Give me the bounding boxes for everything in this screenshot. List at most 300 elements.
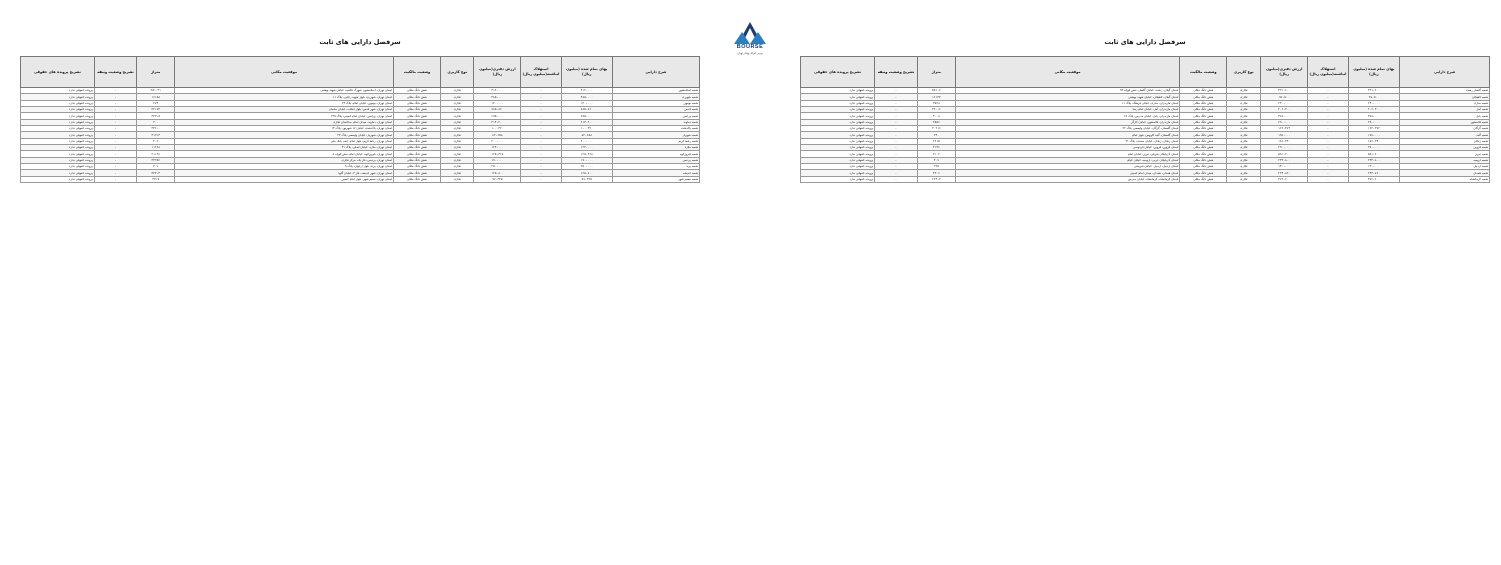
cell-ownership: شش دانگ ملکی [1180,138,1227,144]
cell-depreciation: - [1308,164,1348,170]
col-usage: نوع کاربری [1227,57,1261,88]
cell-location: استان زنجان، زنجان، خیابان سعدی، پلاک ۳۱ [955,138,1179,144]
page-title: سرفصل دارایی های ثابت [319,38,401,46]
cell-asset-desc: شعبه پرند [612,164,699,170]
cell-legal-desc: پرونده حقوقی ندارد [21,88,95,94]
cell-asset-desc: شعبه فیروزکوه [612,151,699,157]
cell-net-value: ۲۹۰،۰۰۰ [1261,119,1308,125]
cell-usage: تجاری [440,170,474,176]
cell-asset-desc: شعبه رباط کریم [612,138,699,144]
cell-depreciation: - [1308,100,1348,106]
cell-book-value: ۱۸۶،۳۴۰ [1348,138,1400,144]
cell-area: ۳۲۱۷۴ [137,107,175,113]
cell-status-desc: - [94,157,136,163]
cell-status-desc: - [94,113,136,119]
cell-depreciation: - [521,119,561,125]
cell-ownership: شش دانگ ملکی [1180,176,1227,182]
cell-net-value: ۴۸۵،۰۰۰ [474,94,521,100]
cell-legal-desc: پرونده حقوقی ندارد [21,132,95,138]
cell-depreciation: - [521,145,561,151]
cell-usage: تجاری [440,145,474,151]
cell-area: ۲۳۵ [917,164,955,170]
cell-depreciation: - [521,107,561,113]
cell-usage: تجاری [440,100,474,106]
cell-usage: تجاری [1227,119,1261,125]
cell-net-value: ۲۱۴،۲۰۰ [474,119,521,125]
table-header-row [21,57,700,88]
col-book-value: بهای تمام شده (میلیون ریال) [1348,57,1400,88]
cell-location: استان تهران، ملارد، خیابان اصلی، پلاک ۴۱ [175,145,394,151]
cell-book-value: ۲۰۰،۰۰۰ [561,138,612,144]
cell-book-value: ۲۴۳،۸۰۰ [1348,157,1400,163]
cell-area: ۲۳۰ [917,132,955,138]
cell-usage: تجاری [440,94,474,100]
cell-status-desc: - [875,145,918,151]
cell-location: استان آذربایجان شرقی، تبریز، خیابان امام [955,151,1179,157]
cell-asset-desc: شعبه قائمشهر [1400,119,1490,125]
cell-legal-desc: پرونده حقوقی ندارد [801,138,875,144]
page-title: سرفصل دارایی های ثابت [1104,38,1186,46]
cell-legal-desc: پرونده حقوقی ندارد [801,88,875,94]
col-net-value: ارزش دفتری(میلیون ریال) [474,57,521,88]
cell-status-desc: - [94,164,136,170]
cell-area: ۳۳۱۹ [137,176,175,182]
cell-depreciation: - [521,113,561,119]
cell-area: ۳۱۰۲ [917,151,955,157]
cell-depreciation: - [1308,157,1348,163]
cell-area: ۲۲۳،۴ [917,176,955,182]
cell-area: ۳۳۳،۴ [137,170,175,176]
cell-legal-desc: پرونده حقوقی ندارد [21,176,95,182]
cell-status-desc: - [875,94,918,100]
cell-book-value: ۸۲،۶۵۸ [561,132,612,138]
cell-ownership: شش دانگ ملکی [1180,151,1227,157]
cell-usage: تجاری [440,113,474,119]
cell-net-value: ۲۹۰،۰۰۰ [1261,145,1308,151]
cell-status-desc: - [875,113,918,119]
table-row [801,176,1490,182]
cell-status-desc: - [875,119,918,125]
col-ownership: وضعیت مالکیت [394,57,441,88]
cell-depreciation: - [521,94,561,100]
cell-asset-desc: شعبه ساری [1400,100,1490,106]
cell-net-value: ۱۲۵،۳۶۸ [474,151,521,157]
cell-ownership: شش دانگ ملکی [1180,107,1227,113]
cell-area: ۵۹۱،۷ [917,88,955,94]
cell-status-desc: - [94,170,136,176]
cell-asset-desc: شعبه بومهن [612,100,699,106]
cell-depreciation: - [1308,94,1348,100]
cell-status-desc: - [94,151,136,157]
cell-status-desc: - [94,107,136,113]
fixed-assets-table [800,56,1490,183]
cell-area: ۳۳۶،۰ [137,126,175,132]
cell-location: استان تهران، بومهن، خیابان امام، پلاک ۴۳ [175,100,394,106]
cell-location: استان گلستان، گنبد کاووس، بلوار امام [955,132,1179,138]
cell-depreciation: - [1308,113,1348,119]
cell-asset-desc: شعبه لاهیجان [1400,94,1490,100]
cell-asset-desc: شعبه گلسار رشت [1400,88,1490,94]
cell-asset-desc: شعبه کرمانشاه [1400,176,1490,182]
cell-status-desc: - [875,126,918,132]
cell-legal-desc: پرونده حقوقی ندارد [21,145,95,151]
cell-book-value: ۹۷،۳۲۵ [561,176,612,182]
cell-asset-desc: شعبه اسلامشهر [612,88,699,94]
cell-location: استان گلستان، گرگان، خیابان ولیعصر، پلاک ۲۲ [955,126,1179,132]
col-asset-desc: شرح دارایی [1400,57,1490,88]
cell-book-value: ۱۳۰،۰۰۰ [561,100,612,106]
cell-asset-desc: شعبه شهرری [612,94,699,100]
cell-depreciation: - [1308,126,1348,132]
cell-net-value: ۳۸۷،۰۰۰ [1261,113,1308,119]
cell-book-value: ۲۴۴،۸۲۰ [1348,170,1400,176]
cell-area: ۱۶۱۴۳ [917,94,955,100]
cell-net-value: ۲۴۰،۰۰۰ [1261,100,1308,106]
cell-ownership: شش دانگ ملکی [1180,113,1227,119]
cell-net-value: ۲۰۰،۰۰۰ [474,138,521,144]
cell-book-value: ۲۱۴،۲۰۰ [561,119,612,125]
cell-ownership: شش دانگ ملکی [1180,126,1227,132]
cell-usage: تجاری [440,157,474,163]
cell-status-desc: - [875,164,918,170]
cell-status-desc: - [875,132,918,138]
cell-area: ۳۲۰،۶ [917,107,955,113]
cell-ownership: شش دانگ ملکی [1180,88,1227,94]
cell-depreciation: - [1308,176,1348,182]
cell-asset-desc: شعبه قزوین [1400,145,1490,151]
cell-area: ۴۰۷ [917,157,955,163]
cell-asset-desc: شعبه ورامین [612,113,699,119]
cell-ownership: شش دانگ ملکی [1180,119,1227,125]
cell-book-value: ۵۹۱،۶۰۰ [1348,151,1400,157]
cell-net-value: ۶۹۵،۰۰۰ [474,113,521,119]
cell-depreciation: - [521,88,561,94]
cell-area: ۱۶۱۵۸ [137,94,175,100]
cell-usage: تجاری [440,107,474,113]
left-page [20,0,700,565]
cell-net-value: ۵۹۱،۶۰۰ [1261,151,1308,157]
cell-legal-desc: پرونده حقوقی ندارد [801,170,875,176]
cell-status-desc: - [94,88,136,94]
cell-net-value: ۴۱۲،۰۰۰ [474,88,521,94]
cell-legal-desc: پرونده حقوقی ندارد [21,100,95,106]
cell-asset-desc: شعبه ارومیه [1400,157,1490,163]
cell-area: ۲۶۱۵ [917,138,955,144]
cell-asset-desc: شعبه تبریز [1400,151,1490,157]
cell-book-value: ۱۹۷،۰۰۰ [1348,132,1400,138]
cell-net-value: ۱۹۰،۰۰۰ [474,157,521,163]
cell-ownership: شش دانگ ملکی [1180,132,1227,138]
cell-asset-desc: شعبه بابل [1400,113,1490,119]
cell-location: استان تهران، شهر اندیشه، فاز ۳، خیابان گلها [175,170,394,176]
cell-area: ۳۰۲۱۶ [917,126,955,132]
bourse-logo-icon [726,20,774,62]
cell-location: استان تهران، پاکدشت، خیابان ۱۷ شهریور، پلاک ۱۳ [175,126,394,132]
cell-location: استان تهران، شهرری، بلوار شهید رجایی، پلاک ۱۱ [175,94,394,100]
cell-location: استان قزوین، قزوین، خیابان فردوسی [955,145,1179,151]
cell-asset-desc: شعبه نسیم شهر [612,176,699,182]
cell-legal-desc: پرونده حقوقی ندارد [21,94,95,100]
cell-usage: تجاری [1227,176,1261,182]
cell-status-desc: - [94,145,136,151]
cell-asset-desc: شعبه دماوند [612,119,699,125]
cell-legal-desc: پرونده حقوقی ندارد [801,126,875,132]
cell-area: ۳۳۳،۵ [137,113,175,119]
cell-legal-desc: پرونده حقوقی ندارد [21,119,95,125]
cell-area: ۴۰۰۸ [917,113,955,119]
cell-usage: تجاری [440,138,474,144]
table-row [21,176,700,182]
cell-asset-desc: شعبه پاکدشت [612,126,699,132]
cell-ownership: شش دانگ ملکی [394,151,441,157]
col-location: موقعیت مکانی [175,57,394,88]
col-depreciation: استهلاک انباشته(میلیون ریال) [521,57,561,88]
cell-depreciation: - [521,157,561,163]
cell-ownership: شش دانگ ملکی [394,138,441,144]
cell-location: استان تهران، رباط کریم، بلوار امام، جنب بانک ملی [175,138,394,144]
logo-subtitle: بورس اوراق بهادار تهران [737,52,763,55]
cell-status-desc: - [875,151,918,157]
cell-location: استان تهران، نسیم شهر، بلوار امام حسین [175,176,394,182]
cell-usage: تجاری [440,88,474,94]
cell-net-value: ۹۷،۵۰۰ [1261,94,1308,100]
cell-usage: تجاری [440,151,474,157]
cell-location: استان تهران، اسلامشهر، شهرک قائمیه، خیابان شهید بهشتی [175,88,394,94]
cell-net-value: ۹۷،۳۲۵ [474,176,521,182]
cell-depreciation: - [1308,88,1348,94]
cell-location: استان تهران، ورامین، خیابان امام خمینی، پلاک ۲۲۹ [175,113,394,119]
cell-legal-desc: پرونده حقوقی ندارد [801,157,875,163]
cell-book-value: ۱۹۰،۰۰۰ [561,157,612,163]
cell-usage: تجاری [1227,100,1261,106]
cell-depreciation: - [521,138,561,144]
cell-legal-desc: پرونده حقوقی ندارد [801,176,875,182]
cell-area: ۲۱۱۲۶ [137,151,175,157]
cell-usage: تجاری [1227,157,1261,163]
cell-net-value: ۱۶۲،۳۷۲ [1261,126,1308,132]
cell-net-value: ۲۰۶،۳۰۰ [1261,107,1308,113]
cell-depreciation: - [521,126,561,132]
cell-location: استان تهران، شهر قدس، بلوار انقلاب، خیابان سلمان [175,107,394,113]
cell-status-desc: - [875,107,918,113]
col-status-desc: تشریح وضعیت وثیقه [875,57,918,88]
col-ownership: وضعیت مالکیت [1180,57,1227,88]
col-area: متراژ [137,57,175,88]
cell-net-value: ۱۹۷،۰۰۰ [1261,132,1308,138]
cell-net-value: ۲۴۳،۸۰۰ [1261,157,1308,163]
cell-legal-desc: پرونده حقوقی ندارد [801,132,875,138]
cell-ownership: شش دانگ ملکی [394,88,441,94]
cell-book-value: ۴۱۲،۰۰۰ [561,88,612,94]
col-legal-desc: تشریح پرونده های حقوقی [801,57,875,88]
cell-legal-desc: پرونده حقوقی ندارد [801,151,875,157]
table-body [801,88,1490,183]
cell-status-desc: - [875,170,918,176]
cell-location: استان کرمانشاه، کرمانشاه، خیابان مدرس [955,176,1179,182]
cell-location: استان تهران، پرند، بلوار ارغوان، پلاک ۹ [175,164,394,170]
cell-asset-desc: شعبه آمل [1400,107,1490,113]
cell-net-value: ۷۸۵،۸۶۰ [474,107,521,113]
cell-legal-desc: پرونده حقوقی ندارد [801,100,875,106]
cell-legal-desc: پرونده حقوقی ندارد [801,164,875,170]
cell-area: ۳۵۵۶ [917,119,955,125]
cell-legal-desc: پرونده حقوقی ندارد [21,157,95,163]
cell-location: استان تهران، پردیس، فاز یک، مرکز تجاری [175,157,394,163]
cell-book-value: ۳۲۱،۶۰۰ [1348,88,1400,94]
cell-usage: تجاری [1227,170,1261,176]
cell-net-value: ۲۵۰،۰۰۰ [474,164,521,170]
cell-usage: تجاری [1227,145,1261,151]
cell-depreciation: - [521,100,561,106]
cell-usage: تجاری [1227,88,1261,94]
cell-status-desc: - [875,88,918,94]
cell-status-desc: - [94,176,136,182]
cell-net-value: ۸۲،۶۵۸ [474,132,521,138]
cell-net-value: ۱۲۵،۸۰۰ [474,170,521,176]
cell-book-value: ۲۰۶،۳۰۰ [1348,107,1400,113]
cell-usage: تجاری [1227,107,1261,113]
cell-asset-desc: شعبه پردیس [612,157,699,163]
cell-usage: تجاری [1227,94,1261,100]
logo-text: BOURSE [736,44,764,50]
cell-book-value: ۴۸۵،۰۰۰ [561,94,612,100]
cell-status-desc: - [875,138,918,144]
cell-depreciation: - [521,132,561,138]
cell-location: استان اردبیل، اردبیل، خیابان شریعتی [955,164,1179,170]
cell-ownership: شش دانگ ملکی [1180,100,1227,106]
cell-asset-desc: شعبه قدس [612,107,699,113]
cell-location: استان تهران، دماوند، میدان امام، ساختمان تجاری [175,119,394,125]
cell-asset-desc: شعبه شهریار [612,132,699,138]
cell-ownership: شش دانگ ملکی [394,113,441,119]
cell-area: ۳۳۲۵۶ [137,157,175,163]
table-body [21,88,700,183]
cell-area: ۳۱۳۱۳ [137,132,175,138]
cell-ownership: شش دانگ ملکی [394,100,441,106]
cell-legal-desc: پرونده حقوقی ندارد [21,126,95,132]
cell-area: ۲۰۶ [137,138,175,144]
right-page [800,0,1490,565]
col-usage: نوع کاربری [440,57,474,88]
cell-usage: تجاری [1227,164,1261,170]
cell-usage: تجاری [440,164,474,170]
cell-ownership: شش دانگ ملکی [394,94,441,100]
cell-legal-desc: پرونده حقوقی ندارد [21,170,95,176]
cell-ownership: شش دانگ ملکی [394,176,441,182]
cell-net-value: ۱۳۰،۰۰۰ [1261,164,1308,170]
cell-depreciation: - [521,164,561,170]
col-book-value: بهای تمام شده (میلیون ریال) [561,57,612,88]
cell-ownership: شش دانگ ملکی [1180,170,1227,176]
cell-usage: تجاری [1227,113,1261,119]
cell-depreciation: - [1308,132,1348,138]
cell-legal-desc: پرونده حقوقی ندارد [21,107,95,113]
cell-depreciation: - [1308,145,1348,151]
cell-usage: تجاری [1227,138,1261,144]
cell-status-desc: - [94,126,136,132]
cell-ownership: شش دانگ ملکی [394,119,441,125]
cell-location: استان همدان، همدان، میدان امام خمینی [955,170,1179,176]
cell-location: استان آذربایجان غربی، ارومیه، خیابان خیام [955,157,1179,163]
cell-legal-desc: پرونده حقوقی ندارد [801,145,875,151]
cell-book-value: ۳۷۶،۶۰۰ [1348,176,1400,182]
cell-area: ۳۱۴۶ [917,145,955,151]
cell-usage: تجاری [440,119,474,125]
col-status-desc: تشریح وضعیت وثیقه [94,57,136,88]
cell-ownership: شش دانگ ملکی [394,132,441,138]
cell-location: استان مازندران، آمل، خیابان امام رضا [955,107,1179,113]
cell-ownership: شش دانگ ملکی [394,145,441,151]
cell-book-value: ۳۸۷،۰۰۰ [1348,113,1400,119]
cell-book-value: ۲۹۰،۰۰۰ [1348,145,1400,151]
cell-ownership: شش دانگ ملکی [1180,157,1227,163]
cell-book-value: ۷۸۵،۸۶۰ [561,107,612,113]
cell-location: استان گیلان، رشت، خیابان گلسار، نبش کوچه ۹۴ [955,88,1179,94]
cell-asset-desc: شعبه همدان [1400,170,1490,176]
cell-legal-desc: پرونده حقوقی ندارد [21,151,95,157]
cell-asset-desc: شعبه اندیشه [612,170,699,176]
cell-location: استان مازندران، قائمشهر، خیابان کارگر [955,119,1179,125]
cell-usage: تجاری [1227,126,1261,132]
cell-area: ۲۵۱۰۴۱ [137,88,175,94]
cell-net-value: ۱۸۶،۳۴۰ [1261,138,1308,144]
cell-asset-desc: شعبه گرگان [1400,126,1490,132]
col-legal-desc: تشریح پرونده های حقوقی [21,57,95,88]
cell-status-desc: - [94,94,136,100]
cell-net-value: ۳۲۱،۶۰۰ [1261,88,1308,94]
cell-depreciation: - [1308,138,1348,144]
cell-location: استان گیلان، لاهیجان، خیابان شهید بهشتی [955,94,1179,100]
cell-legal-desc: پرونده حقوقی ندارد [801,107,875,113]
cell-book-value: ۱۲۵،۳۶۸ [561,151,612,157]
cell-ownership: شش دانگ ملکی [394,126,441,132]
cell-book-value: ۱۶۲،۳۷۲ [1348,126,1400,132]
cell-net-value: ۳۷۶،۶۰۰ [1261,176,1308,182]
cell-area: ۲۷۴ [137,100,175,106]
cell-ownership: شش دانگ ملکی [1180,94,1227,100]
cell-net-value: ۱۳۰،۰۰۰ [474,100,521,106]
col-depreciation: استهلاک انباشته(میلیون ریال) [1308,57,1348,88]
cell-book-value: ۲۹۰،۰۰۰ [1348,119,1400,125]
cell-usage: تجاری [440,176,474,182]
cell-ownership: شش دانگ ملکی [1180,145,1227,151]
cell-net-value: ۱۲۴،۰۰۰ [474,145,521,151]
cell-book-value: ۹۷،۵۰۰ [1348,94,1400,100]
cell-usage: تجاری [1227,151,1261,157]
cell-status-desc: - [94,132,136,138]
cell-status-desc: - [94,119,136,125]
cell-area: ۱۱۲۶۸ [137,145,175,151]
cell-status-desc: - [94,138,136,144]
cell-location: استان تهران، فیروزکوه، خیابان امام، نبش کوچه ۸ [175,151,394,157]
cell-status-desc: - [94,100,136,106]
cell-book-value: ۱۲۴،۰۰۰ [561,145,612,151]
cell-book-value: ۲۴۰،۰۰۰ [1348,100,1400,106]
cell-depreciation: - [521,176,561,182]
cell-ownership: شش دانگ ملکی [394,164,441,170]
cell-ownership: شش دانگ ملکی [394,157,441,163]
cell-legal-desc: پرونده حقوقی ندارد [21,164,95,170]
cell-depreciation: - [521,151,561,157]
cell-area: ۳۰۷ [137,164,175,170]
cell-area: ۳۳۰۶ [917,170,955,176]
cell-location: استان تهران، شهریار، خیابان ولیعصر، پلاک ۲۳ [175,132,394,138]
cell-legal-desc: پرونده حقوقی ندارد [801,94,875,100]
cell-ownership: شش دانگ ملکی [1180,164,1227,170]
cell-book-value: ۱،۰۰۳۲۰ [561,126,612,132]
cell-book-value: ۱۳۰،۰۰۰ [1348,164,1400,170]
cell-depreciation: - [1308,119,1348,125]
